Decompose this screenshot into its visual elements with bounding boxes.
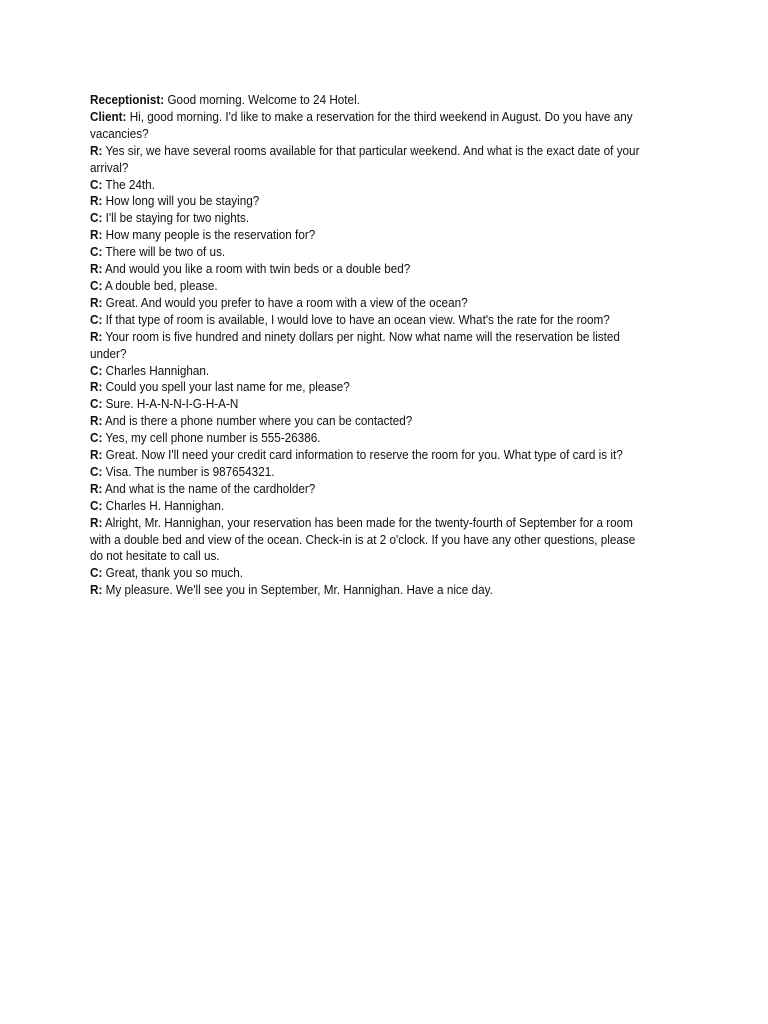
- line-text: A double bed, please.: [102, 278, 218, 293]
- speaker-label: C:: [90, 312, 103, 327]
- speaker-label: C:: [90, 211, 103, 226]
- speaker-label: R:: [90, 380, 103, 395]
- dialogue-line: [90, 295, 648, 312]
- line-text: And would you like a room with twin beds or a double bed?: [102, 262, 411, 277]
- dialogue-line: [90, 278, 648, 295]
- dialogue-line: [90, 379, 648, 396]
- speaker-label: C:: [90, 464, 103, 479]
- speaker-label: C:: [90, 498, 103, 513]
- line-text: There will be two of us.: [102, 245, 226, 260]
- line-text: I'll be staying for two nights.: [102, 211, 250, 226]
- dialogue-line: [90, 193, 648, 210]
- dialogue-line: [90, 244, 648, 261]
- dialogue-line: [90, 582, 648, 599]
- line-text: How many people is the reservation for?: [102, 228, 316, 243]
- dialogue-line: [90, 464, 648, 481]
- dialogue-line: [90, 312, 648, 329]
- dialogue-line: [90, 515, 648, 566]
- line-text: And what is the name of the cardholder?: [102, 481, 316, 496]
- dialogue-line: [90, 143, 648, 177]
- line-text: The 24th.: [102, 177, 155, 192]
- speaker-label: R:: [90, 583, 103, 598]
- dialogue-line: [90, 481, 648, 498]
- speaker-label: R:: [90, 228, 103, 243]
- speaker-label: C:: [90, 363, 103, 378]
- line-text: Great. Now I'll need your credit card information to reserve the room for you. What type of card is it?: [102, 448, 623, 463]
- line-text: Hi, good morning. I'd like to make a reservation for the third weekend in August. Do you have any vacancies?: [90, 109, 633, 141]
- dialogue-line: [90, 565, 648, 582]
- speaker-label: R:: [90, 295, 103, 310]
- line-text: Visa. The number is 987654321.: [102, 464, 275, 479]
- dialogue-document: [90, 92, 648, 599]
- dialogue-line: [90, 92, 648, 109]
- line-text: My pleasure. We'll see you in September, Mr. Hannighan. Have a nice day.: [102, 583, 493, 598]
- dialogue-line: [90, 329, 648, 363]
- speaker-label: R:: [90, 481, 103, 496]
- speaker-label: C:: [90, 397, 103, 412]
- line-text: Could you spell your last name for me, please?: [102, 380, 350, 395]
- line-text: If that type of room is available, I would love to have an ocean view. What's the rate for the room?: [102, 312, 610, 327]
- speaker-label: R:: [90, 262, 103, 277]
- line-text: Charles H. Hannighan.: [102, 498, 225, 513]
- speaker-label: Client:: [90, 109, 127, 124]
- speaker-label: R:: [90, 143, 103, 158]
- speaker-label: R:: [90, 194, 103, 209]
- dialogue-line: [90, 210, 648, 227]
- dialogue-line: [90, 447, 648, 464]
- line-text: Great, thank you so much.: [102, 566, 243, 581]
- dialogue-line: [90, 261, 648, 278]
- dialogue-line: [90, 177, 648, 194]
- dialogue-line: [90, 363, 648, 380]
- line-text: Great. And would you prefer to have a room with a view of the ocean?: [102, 295, 468, 310]
- dialogue-line: [90, 498, 648, 515]
- line-text: Yes, my cell phone number is 555-26386.: [102, 431, 321, 446]
- dialogue-line: [90, 109, 648, 143]
- speaker-label: C:: [90, 245, 103, 260]
- dialogue-line: [90, 413, 648, 430]
- line-text: Alright, Mr. Hannighan, your reservation has been made for the twenty-fourth of September for a room with a double bed and view of the ocean. Check-in is at 2 o'clock. If you have any other questions, please do not hesitate to call us.: [90, 515, 636, 564]
- speaker-label: C:: [90, 431, 103, 446]
- line-text: Yes sir, we have several rooms available for that particular weekend. And what is the exact date of your arrival?: [90, 143, 640, 175]
- line-text: How long will you be staying?: [102, 194, 260, 209]
- speaker-label: C:: [90, 566, 103, 581]
- speaker-label: C:: [90, 177, 103, 192]
- dialogue-line: [90, 430, 648, 447]
- dialogue-line: [90, 227, 648, 244]
- line-text: Sure. H-A-N-N-I-G-H-A-N: [102, 397, 239, 412]
- line-text: Your room is five hundred and ninety dollars per night. Now what name will the reservation be listed under?: [90, 329, 620, 361]
- line-text: Good morning. Welcome to 24 Hotel.: [164, 93, 360, 107]
- speaker-label: R:: [90, 448, 103, 463]
- speaker-label: R:: [90, 414, 103, 429]
- line-text: And is there a phone number where you can be contacted?: [102, 414, 413, 429]
- line-text: Charles Hannighan.: [102, 363, 210, 378]
- speaker-label: R:: [90, 329, 103, 344]
- speaker-label: Receptionist:: [90, 93, 165, 107]
- dialogue-line: [90, 396, 648, 413]
- speaker-label: C:: [90, 278, 103, 293]
- speaker-label: R:: [90, 515, 103, 530]
